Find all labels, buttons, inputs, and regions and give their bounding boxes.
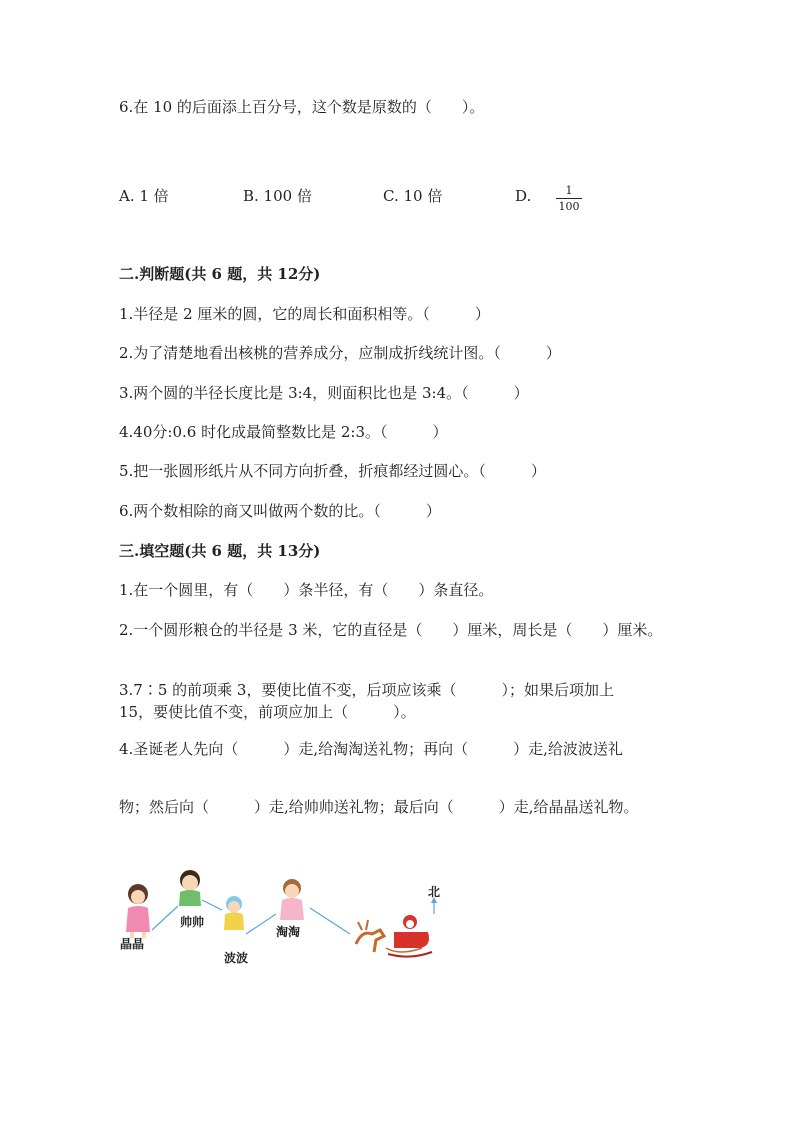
option-b[interactable]: B. 100 倍 bbox=[243, 187, 312, 205]
fill-item-continued: 物；然后向（ ）走,给帅帅送礼物；最后向（ ）走,给晶晶送礼物。 bbox=[119, 798, 639, 816]
path-line bbox=[310, 908, 350, 934]
section-2-title: 二.判断题(共 6 题，共 12分) bbox=[119, 265, 321, 283]
label-jingjing: 晶晶 bbox=[120, 937, 145, 951]
path-line bbox=[246, 914, 276, 934]
fraction-denominator: 100 bbox=[558, 200, 580, 213]
question-6-stem: 6.在 10 的后面添上百分号，这个数是原数的（ ）。 bbox=[119, 98, 485, 116]
judge-item: 4.40分:0.6 时化成最简整数比是 2:3。（ ） bbox=[119, 423, 448, 441]
jingjing-figure-icon bbox=[126, 884, 150, 938]
fraction-bar bbox=[556, 198, 582, 199]
santa-sleigh-icon bbox=[356, 915, 432, 957]
shuaishuai-figure-icon bbox=[179, 870, 201, 906]
section-3-title: 三.填空题(共 6 题，共 13分) bbox=[119, 542, 321, 560]
label-north: 北 bbox=[428, 885, 441, 899]
fill-item: 3.7∶5 的前项乘 3，要使比值不变，后项应该乘（ ）；如果后项加上 15，要使比值不变，前项应加上（ ）。 bbox=[119, 681, 614, 721]
option-c[interactable]: C. 10 倍 bbox=[383, 187, 443, 205]
fraction-numerator: 1 bbox=[565, 184, 573, 197]
direction-map-svg bbox=[110, 860, 470, 980]
judge-item: 1.半径是 2 厘米的圆，它的周长和面积相等。（ ） bbox=[119, 305, 490, 323]
north-arrow-icon bbox=[431, 897, 437, 914]
label-taotao: 淘淘 bbox=[276, 925, 301, 939]
fill-item: 4.圣诞老人先向（ ）走,给淘淘送礼物；再向（ ）走,给波波送礼 bbox=[119, 740, 623, 758]
option-d-label[interactable]: D. bbox=[515, 187, 532, 205]
bobo-figure-icon bbox=[224, 896, 244, 930]
direction-map-figure bbox=[110, 860, 470, 980]
option-d-fraction bbox=[556, 184, 582, 213]
fill-item: 1.在一个圆里，有（ ）条半径，有（ ）条直径。 bbox=[119, 581, 494, 599]
judge-item: 3.两个圆的半径长度比是 3:4，则面积比也是 3:4。（ ） bbox=[119, 384, 529, 402]
fill-item: 2.一个圆形粮仓的半径是 3 米，它的直径是（ ）厘米，周长是（ ）厘米。 bbox=[119, 621, 663, 639]
label-bobo: 波波 bbox=[224, 951, 249, 965]
label-shuaishuai: 帅帅 bbox=[180, 915, 205, 929]
taotao-figure-icon bbox=[280, 879, 304, 920]
path-line bbox=[202, 900, 222, 910]
option-a[interactable]: A. 1 倍 bbox=[119, 187, 169, 205]
judge-item: 5.把一张圆形纸片从不同方向折叠，折痕都经过圆心。（ ） bbox=[119, 462, 546, 480]
judge-item: 2.为了清楚地看出核桃的营养成分，应制成折线统计图。（ ） bbox=[119, 344, 561, 362]
judge-item: 6.两个数相除的商又叫做两个数的比。（ ） bbox=[119, 502, 441, 520]
path-line bbox=[152, 906, 178, 930]
